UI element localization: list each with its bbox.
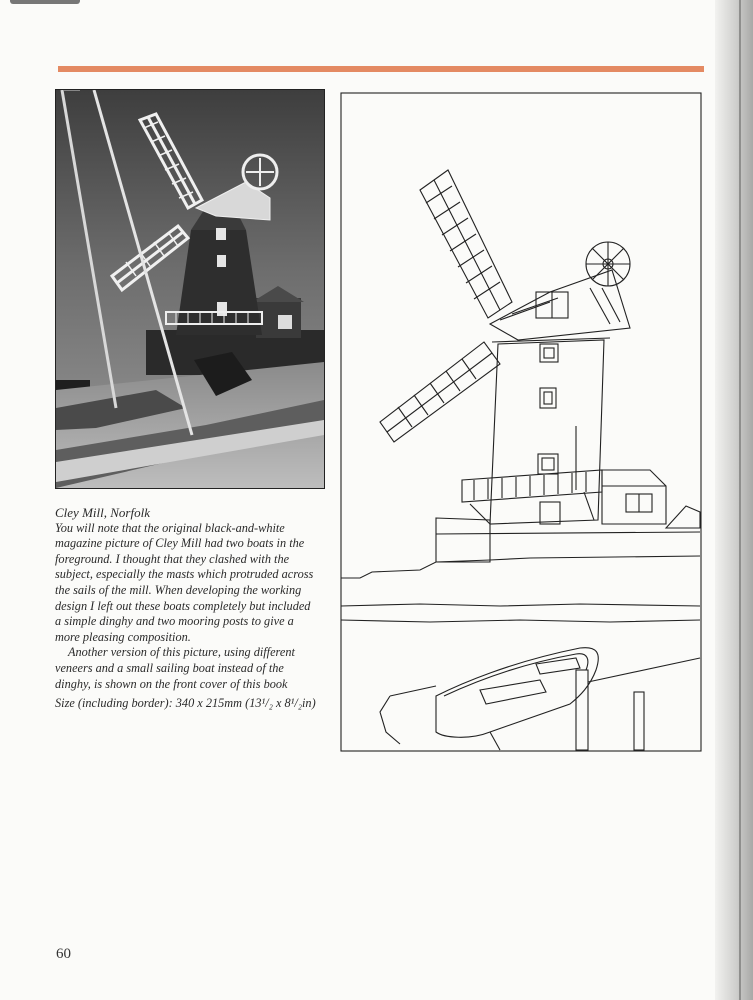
header-rule (58, 66, 704, 72)
page-number: 60 (56, 946, 71, 962)
windmill-line-drawing (340, 92, 702, 752)
caption-paragraph-2: Another version of this picture, using different veneers and a small sailing boat instead of the dinghy, is shown on the front cover of this book (55, 645, 295, 691)
caption-size: Size (including border): 340 x 215mm (13¹/₂ x 8¹/₂in) (55, 696, 316, 711)
cley-mill-photo (55, 89, 325, 489)
page-edge-shadow (715, 0, 753, 1000)
scan-mark (10, 0, 80, 4)
caption-title: Cley Mill, Norfolk (55, 505, 150, 520)
page-edge-line (739, 0, 741, 1000)
caption-block (55, 505, 317, 712)
caption-paragraph-1: You will note that the original black-and-white magazine picture of Cley Mill had two boats in the foreground. I thought that they clashed with the subject, especially the masts which protruded across the sails of the mill. When developing the working design I left out these boats completely but included a simple dinghy and two mooring posts to give a more pleasing composition. (55, 520, 314, 644)
